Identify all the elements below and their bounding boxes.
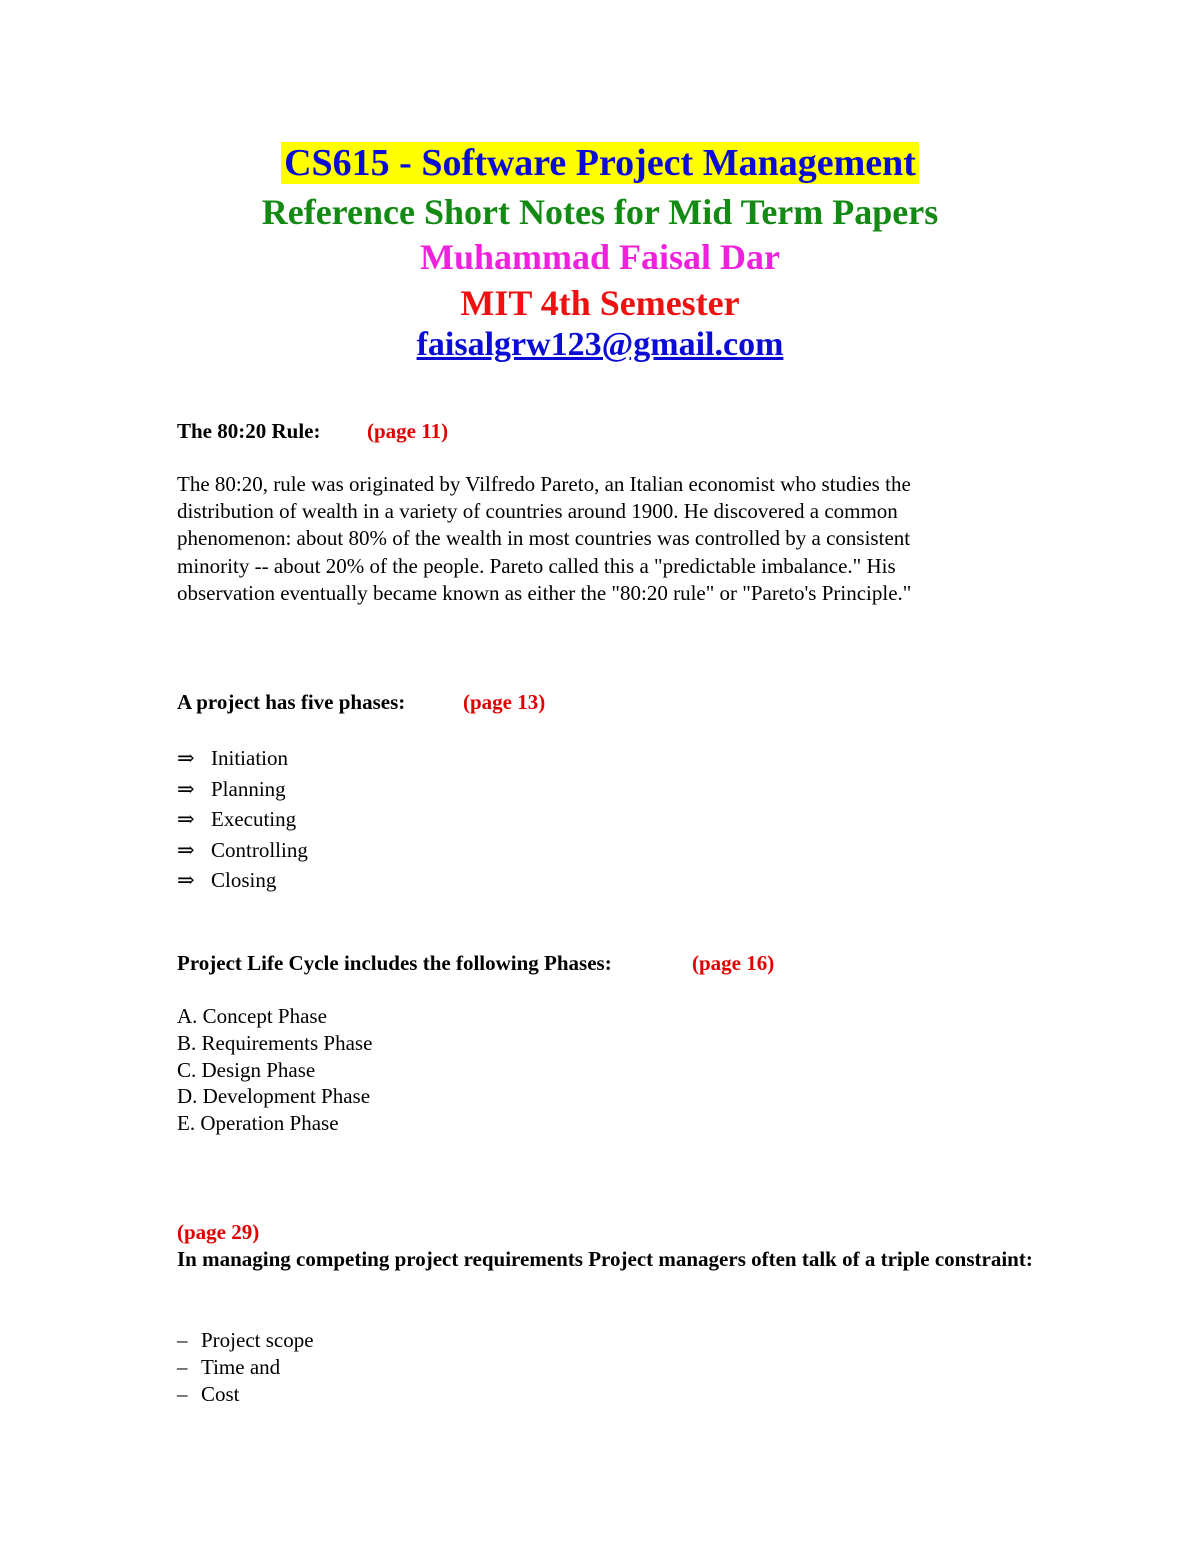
rule-8020-heading: The 80:20 Rule: xyxy=(177,419,321,443)
list-item: ⇒ Closing xyxy=(177,865,308,896)
course-title xyxy=(0,140,1200,186)
rule-8020-page-ref: (page 11) xyxy=(367,419,449,443)
dash-icon: – xyxy=(177,1381,188,1406)
list-item: A. Concept Phase xyxy=(177,1004,327,1028)
triple-constraint-heading: In managing competing project requirements Project managers often talk of a triple constraint: xyxy=(177,1247,1033,1271)
arrow-icon: ⇒ xyxy=(177,807,195,831)
list-item: ⇒ Initiation xyxy=(177,743,308,774)
arrow-icon: ⇒ xyxy=(177,868,195,892)
author-email-link[interactable]: faisalgrw123@gmail.com xyxy=(416,326,784,363)
dash-icon: – xyxy=(177,1354,188,1379)
list-item: E. Operation Phase xyxy=(177,1111,339,1136)
list-item: ⇒ Planning xyxy=(177,774,308,805)
list-item: ⇒ Controlling xyxy=(177,835,308,866)
lifecycle-heading: Project Life Cycle includes the following Phases: xyxy=(177,951,612,975)
list-item: ⇒ Executing xyxy=(177,804,308,835)
semester-label: MIT 4th Semester xyxy=(460,283,740,323)
phases-page-ref: (page 13) xyxy=(463,690,546,714)
list-item: – Cost xyxy=(177,1381,240,1406)
lifecycle-list xyxy=(177,1003,372,1137)
arrow-icon: ⇒ xyxy=(177,837,195,862)
list-item: – Time and xyxy=(177,1354,281,1379)
dash-icon: – xyxy=(177,1328,188,1352)
arrow-icon: ⇒ xyxy=(177,746,195,770)
list-item: B. Requirements Phase xyxy=(177,1030,373,1055)
author-name: Muhammad Faisal Dar xyxy=(420,237,780,277)
rule-8020-paragraph: The 80:20, rule was originated by Vilfredo Pareto, an Italian economist who studies the distribution of wealth in a variety of countries around 1900. He discovered a common phenomenon: about 80% of the wealth in most countries was controlled by a consistent minority -- about 20% of the people. Pareto called this a "predictable imbalance." His observation eventually became known as either the "80:20 rule" or "Pareto's Principle." xyxy=(177,472,912,605)
list-item: D. Development Phase xyxy=(177,1084,371,1109)
list-item: C. Design Phase xyxy=(177,1057,316,1082)
arrow-icon: ⇒ xyxy=(177,776,195,801)
document-subtitle: Reference Short Notes for Mid Term Papers xyxy=(261,192,939,232)
list-item: – Project scope xyxy=(177,1328,314,1352)
course-title-text: CS615 - Software Project Management xyxy=(281,142,919,184)
triple-constraint-list xyxy=(177,1327,314,1407)
lifecycle-page-ref: (page 16) xyxy=(692,951,775,975)
phases-list xyxy=(177,743,308,896)
triple-page-ref: (page 29) xyxy=(177,1220,260,1244)
phases-heading: A project has five phases: xyxy=(177,690,406,714)
